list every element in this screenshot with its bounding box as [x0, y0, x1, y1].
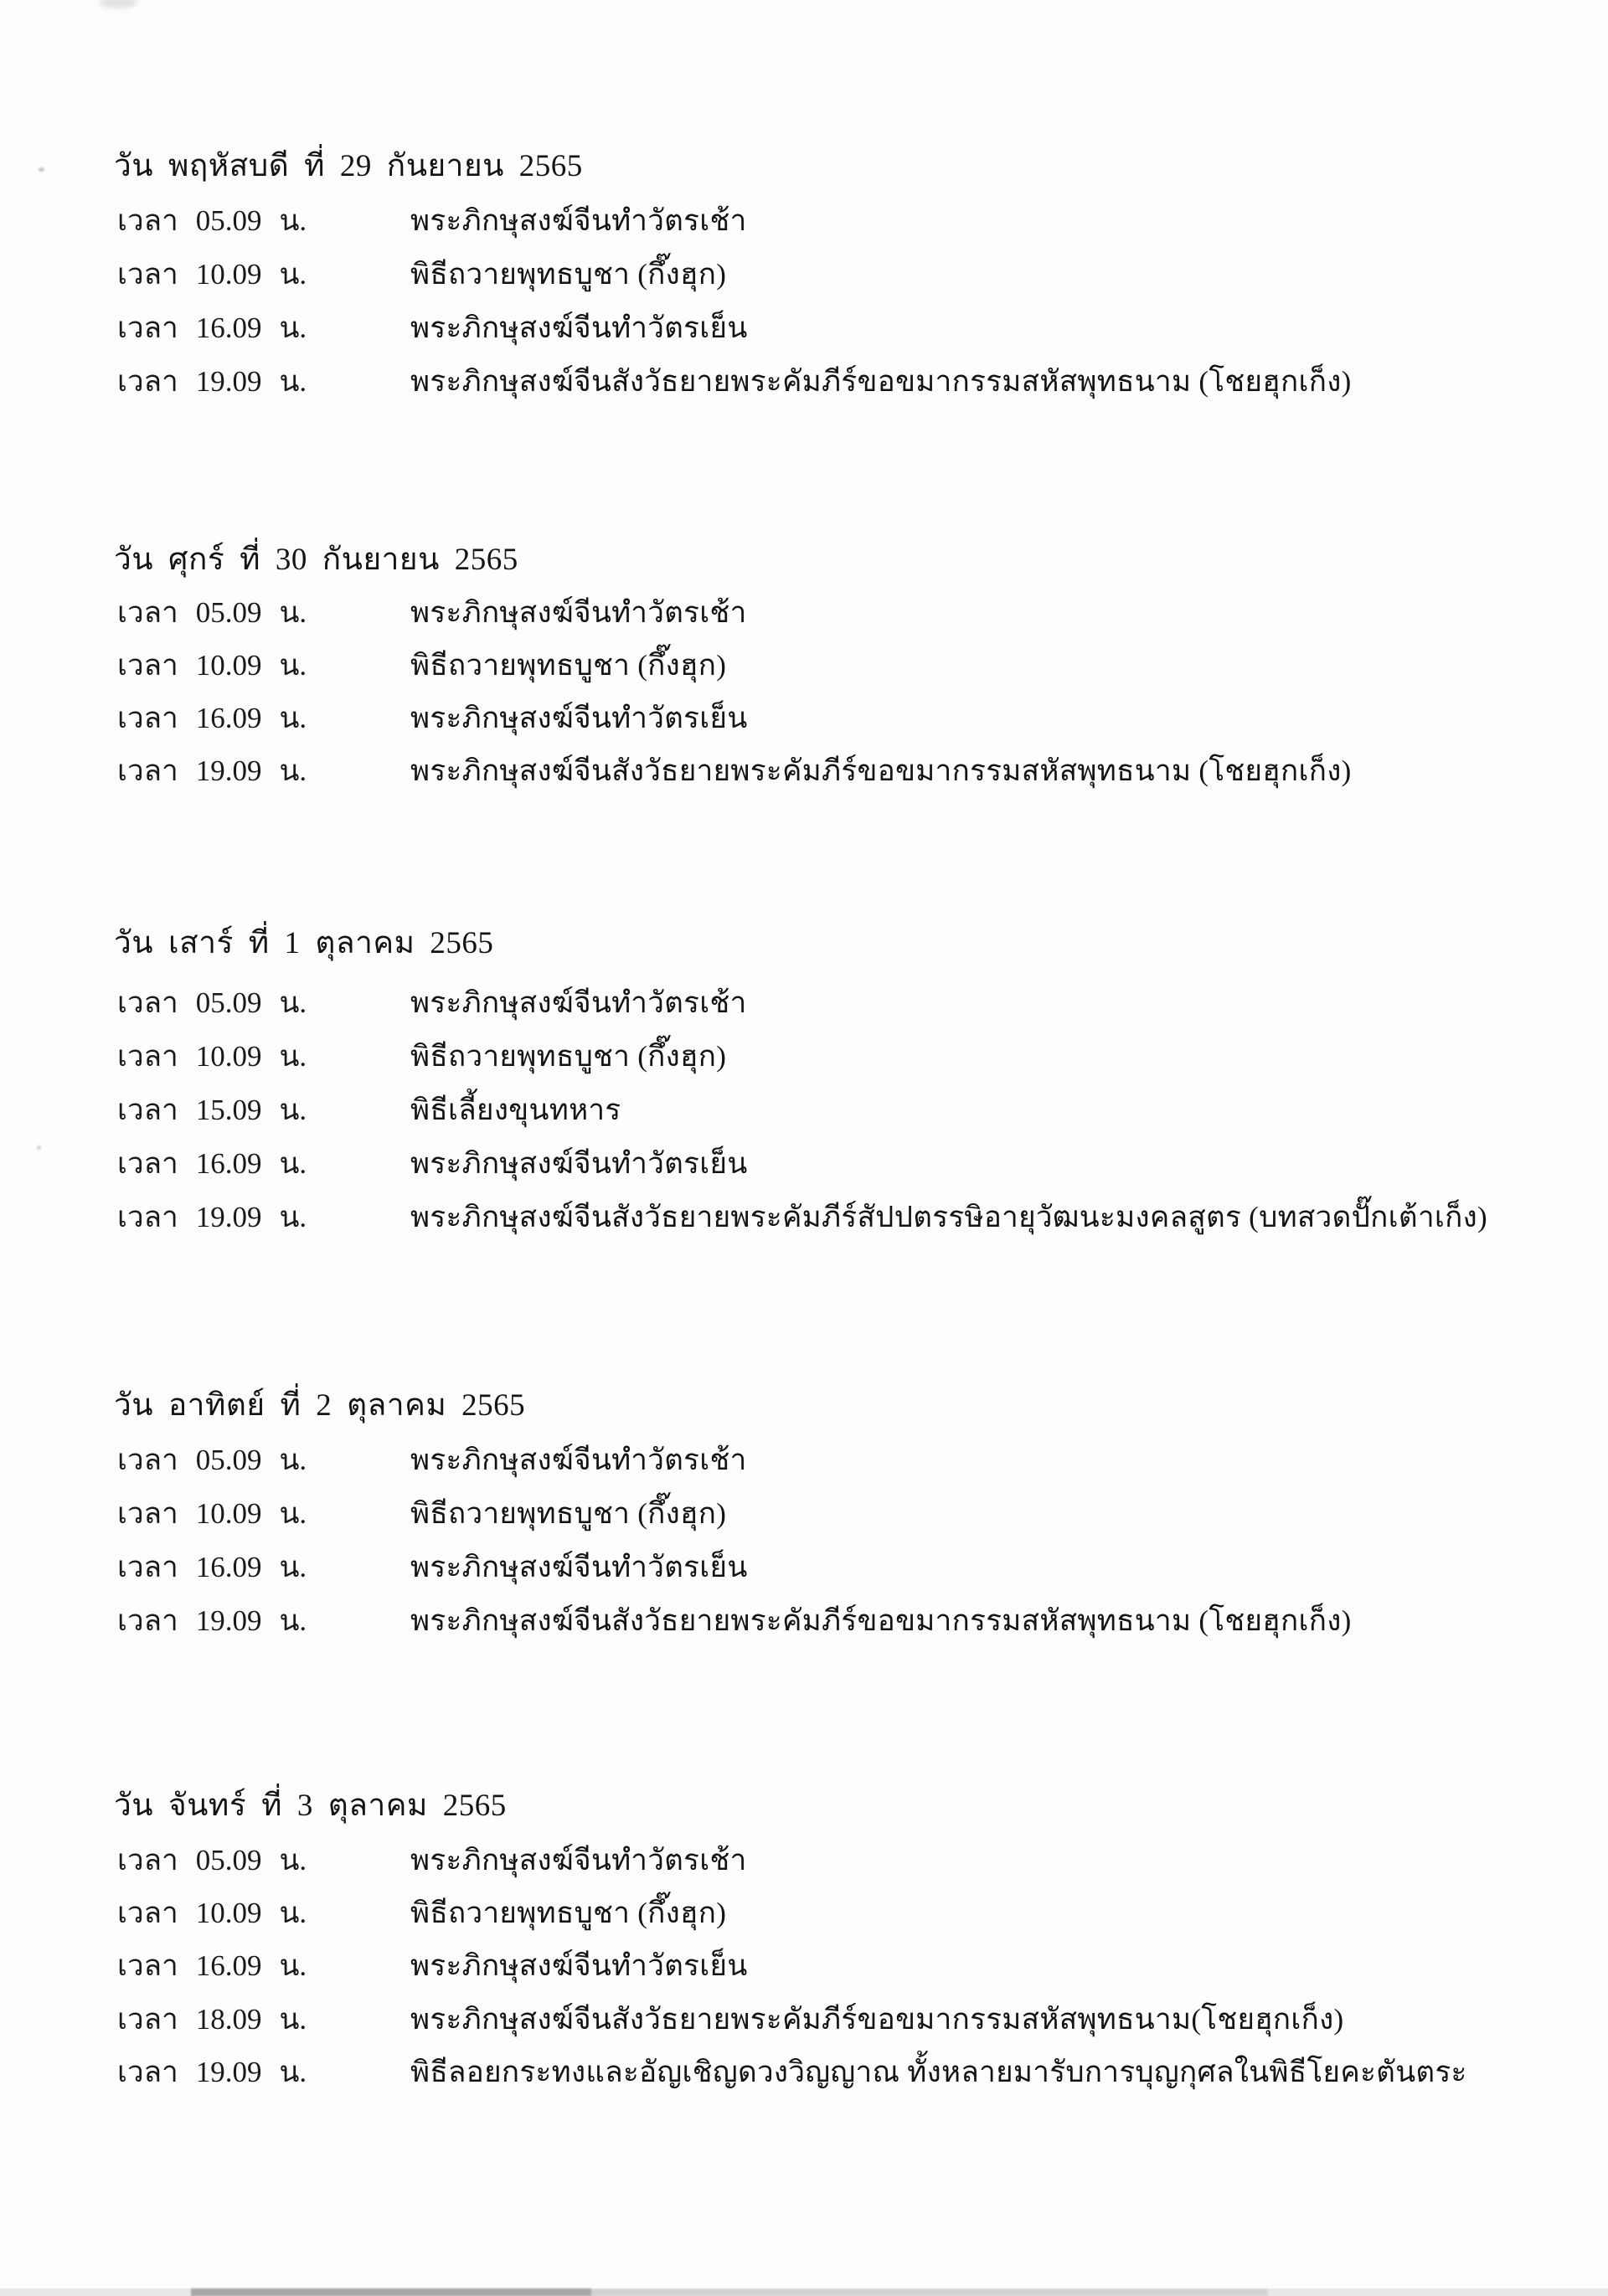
day-heading: วัน อาทิตย์ ที่ 2 ตุลาคม 2565	[114, 1388, 526, 1423]
event-row	[0, 1194, 1608, 1248]
event-row	[0, 748, 1608, 801]
event-time: เวลา 05.09 น.	[117, 986, 307, 1019]
event-row	[0, 1033, 1608, 1087]
event-time: เวลา 10.09 น.	[117, 1897, 307, 1929]
event-activity: พระภิกษุสงฆ์จีนสังวัธยายพระคัมภีร์ขอขมากรรมสหัสพุทธนาม (โชยฮุกเก็ง)	[410, 1604, 1352, 1637]
event-time: เวลา 15.09 น.	[117, 1094, 307, 1126]
event-row	[0, 695, 1608, 749]
event-activity: พระภิกษุสงฆ์จีนทำวัตรเช้า	[410, 1844, 747, 1876]
event-activity: พระภิกษุสงฆ์จีนทำวัตรเย็น	[410, 1551, 748, 1583]
event-time: เวลา 19.09 น.	[117, 754, 307, 787]
scan-smudge-artifact	[99, 0, 137, 8]
day-heading: วัน ศุกร์ ที่ 30 กันยายน 2565	[114, 543, 518, 577]
event-row	[0, 980, 1608, 1033]
event-activity: พระภิกษุสงฆ์จีนทำวัตรเย็น	[410, 1147, 748, 1180]
event-time: เวลา 10.09 น.	[117, 1040, 307, 1073]
event-row	[0, 1140, 1608, 1194]
event-time: เวลา 19.09 น.	[117, 1201, 307, 1233]
event-row	[0, 1890, 1608, 1943]
event-time: เวลา 16.09 น.	[117, 702, 307, 734]
event-row	[0, 1087, 1608, 1140]
event-activity: พระภิกษุสงฆ์จีนสังวัธยายพระคัมภีร์ขอขมากรรมสหัสพุทธนาม(โชยฮุกเก็ง)	[410, 2003, 1344, 2036]
event-activity: พระภิกษุสงฆ์จีนทำวัตรเช้า	[410, 596, 747, 629]
event-row	[0, 2049, 1608, 2103]
day-heading: วัน พฤหัสบดี ที่ 29 กันยายน 2565	[114, 149, 583, 183]
event-row	[0, 198, 1608, 251]
event-time: เวลา 10.09 น.	[117, 1497, 307, 1530]
event-activity: พิธีถวายพุทธบูชา (กึ๊งฮุก)	[410, 649, 727, 682]
event-activity: พระภิกษุสงฆ์จีนทำวัตรเย็น	[410, 311, 748, 344]
event-activity: พระภิกษุสงฆ์จีนทำวัตรเย็น	[410, 1949, 748, 1982]
event-time: เวลา 16.09 น.	[117, 1147, 307, 1180]
event-row	[0, 1837, 1608, 1891]
event-row	[0, 589, 1608, 643]
event-activity: พระภิกษุสงฆ์จีนทำวัตรเช้า	[410, 1444, 747, 1476]
event-row	[0, 1544, 1608, 1598]
event-activity: พิธีถวายพุทธบูชา (กึ๊งฮุก)	[410, 1497, 727, 1530]
event-time: เวลา 05.09 น.	[117, 1444, 307, 1476]
event-time: เวลา 19.09 น.	[117, 2056, 307, 2088]
event-time: เวลา 16.09 น.	[117, 1949, 307, 1982]
event-activity: พระภิกษุสงฆ์จีนทำวัตรเช้า	[410, 204, 747, 237]
event-activity: พระภิกษุสงฆ์จีนสังวัธยายพระคัมภีร์ขอขมากรรมสหัสพุทธนาม (โชยฮุกเก็ง)	[410, 365, 1352, 398]
event-time: เวลา 10.09 น.	[117, 649, 307, 682]
event-activity: พิธีเลี้ยงขุนทหาร	[410, 1094, 621, 1126]
event-time: เวลา 05.09 น.	[117, 596, 307, 629]
event-row	[0, 1996, 1608, 2050]
event-activity: พระภิกษุสงฆ์จีนทำวัตรเช้า	[410, 986, 747, 1019]
event-time: เวลา 05.09 น.	[117, 204, 307, 237]
event-activity: พระภิกษุสงฆ์จีนสังวัธยายพระคัมภีร์สัปปตรรษิอายุวัฒนะมงคลสูตร (บทสวดปั๊กเต้าเก็ง)	[410, 1201, 1487, 1233]
event-row	[0, 642, 1608, 696]
event-activity: พิธีถวายพุทธบูชา (กึ๊งฮุก)	[410, 1897, 727, 1929]
day-heading: วัน เสาร์ ที่ 1 ตุลาคม 2565	[114, 926, 494, 960]
event-row	[0, 1490, 1608, 1544]
event-activity: พิธีถวายพุทธบูชา (กึ๊งฮุก)	[410, 1040, 727, 1073]
event-row	[0, 1437, 1608, 1490]
scan-speck-artifact	[39, 167, 44, 172]
event-row	[0, 251, 1608, 305]
scan-bottom-edge-shadow	[191, 2288, 591, 2296]
event-time: เวลา 16.09 น.	[117, 1551, 307, 1583]
event-time: เวลา 19.09 น.	[117, 365, 307, 398]
event-time: เวลา 19.09 น.	[117, 1604, 307, 1637]
day-heading: วัน จันทร์ ที่ 3 ตุลาคม 2565	[114, 1789, 507, 1823]
event-time: เวลา 18.09 น.	[117, 2003, 307, 2036]
event-activity: พระภิกษุสงฆ์จีนทำวัตรเย็น	[410, 702, 748, 734]
event-row	[0, 1598, 1608, 1651]
event-activity: พระภิกษุสงฆ์จีนสังวัธยายพระคัมภีร์ขอขมากรรมสหัสพุทธนาม (โชยฮุกเก็ง)	[410, 754, 1352, 787]
event-activity: พิธีลอยกระทงและอัญเชิญดวงวิญญาณ ทั้งหลายมารับการบุญกุศลในพิธีโยคะตันตระ	[410, 2056, 1467, 2088]
event-time: เวลา 10.09 น.	[117, 258, 307, 291]
event-row	[0, 305, 1608, 358]
event-row	[0, 1943, 1608, 1996]
scan-bottom-edge-shadow	[591, 2289, 1268, 2296]
event-time: เวลา 16.09 น.	[117, 311, 307, 344]
event-row	[0, 358, 1608, 412]
event-activity: พิธีถวายพุทธบูชา (กึ๊งฮุก)	[410, 258, 727, 291]
event-time: เวลา 05.09 น.	[117, 1844, 307, 1876]
